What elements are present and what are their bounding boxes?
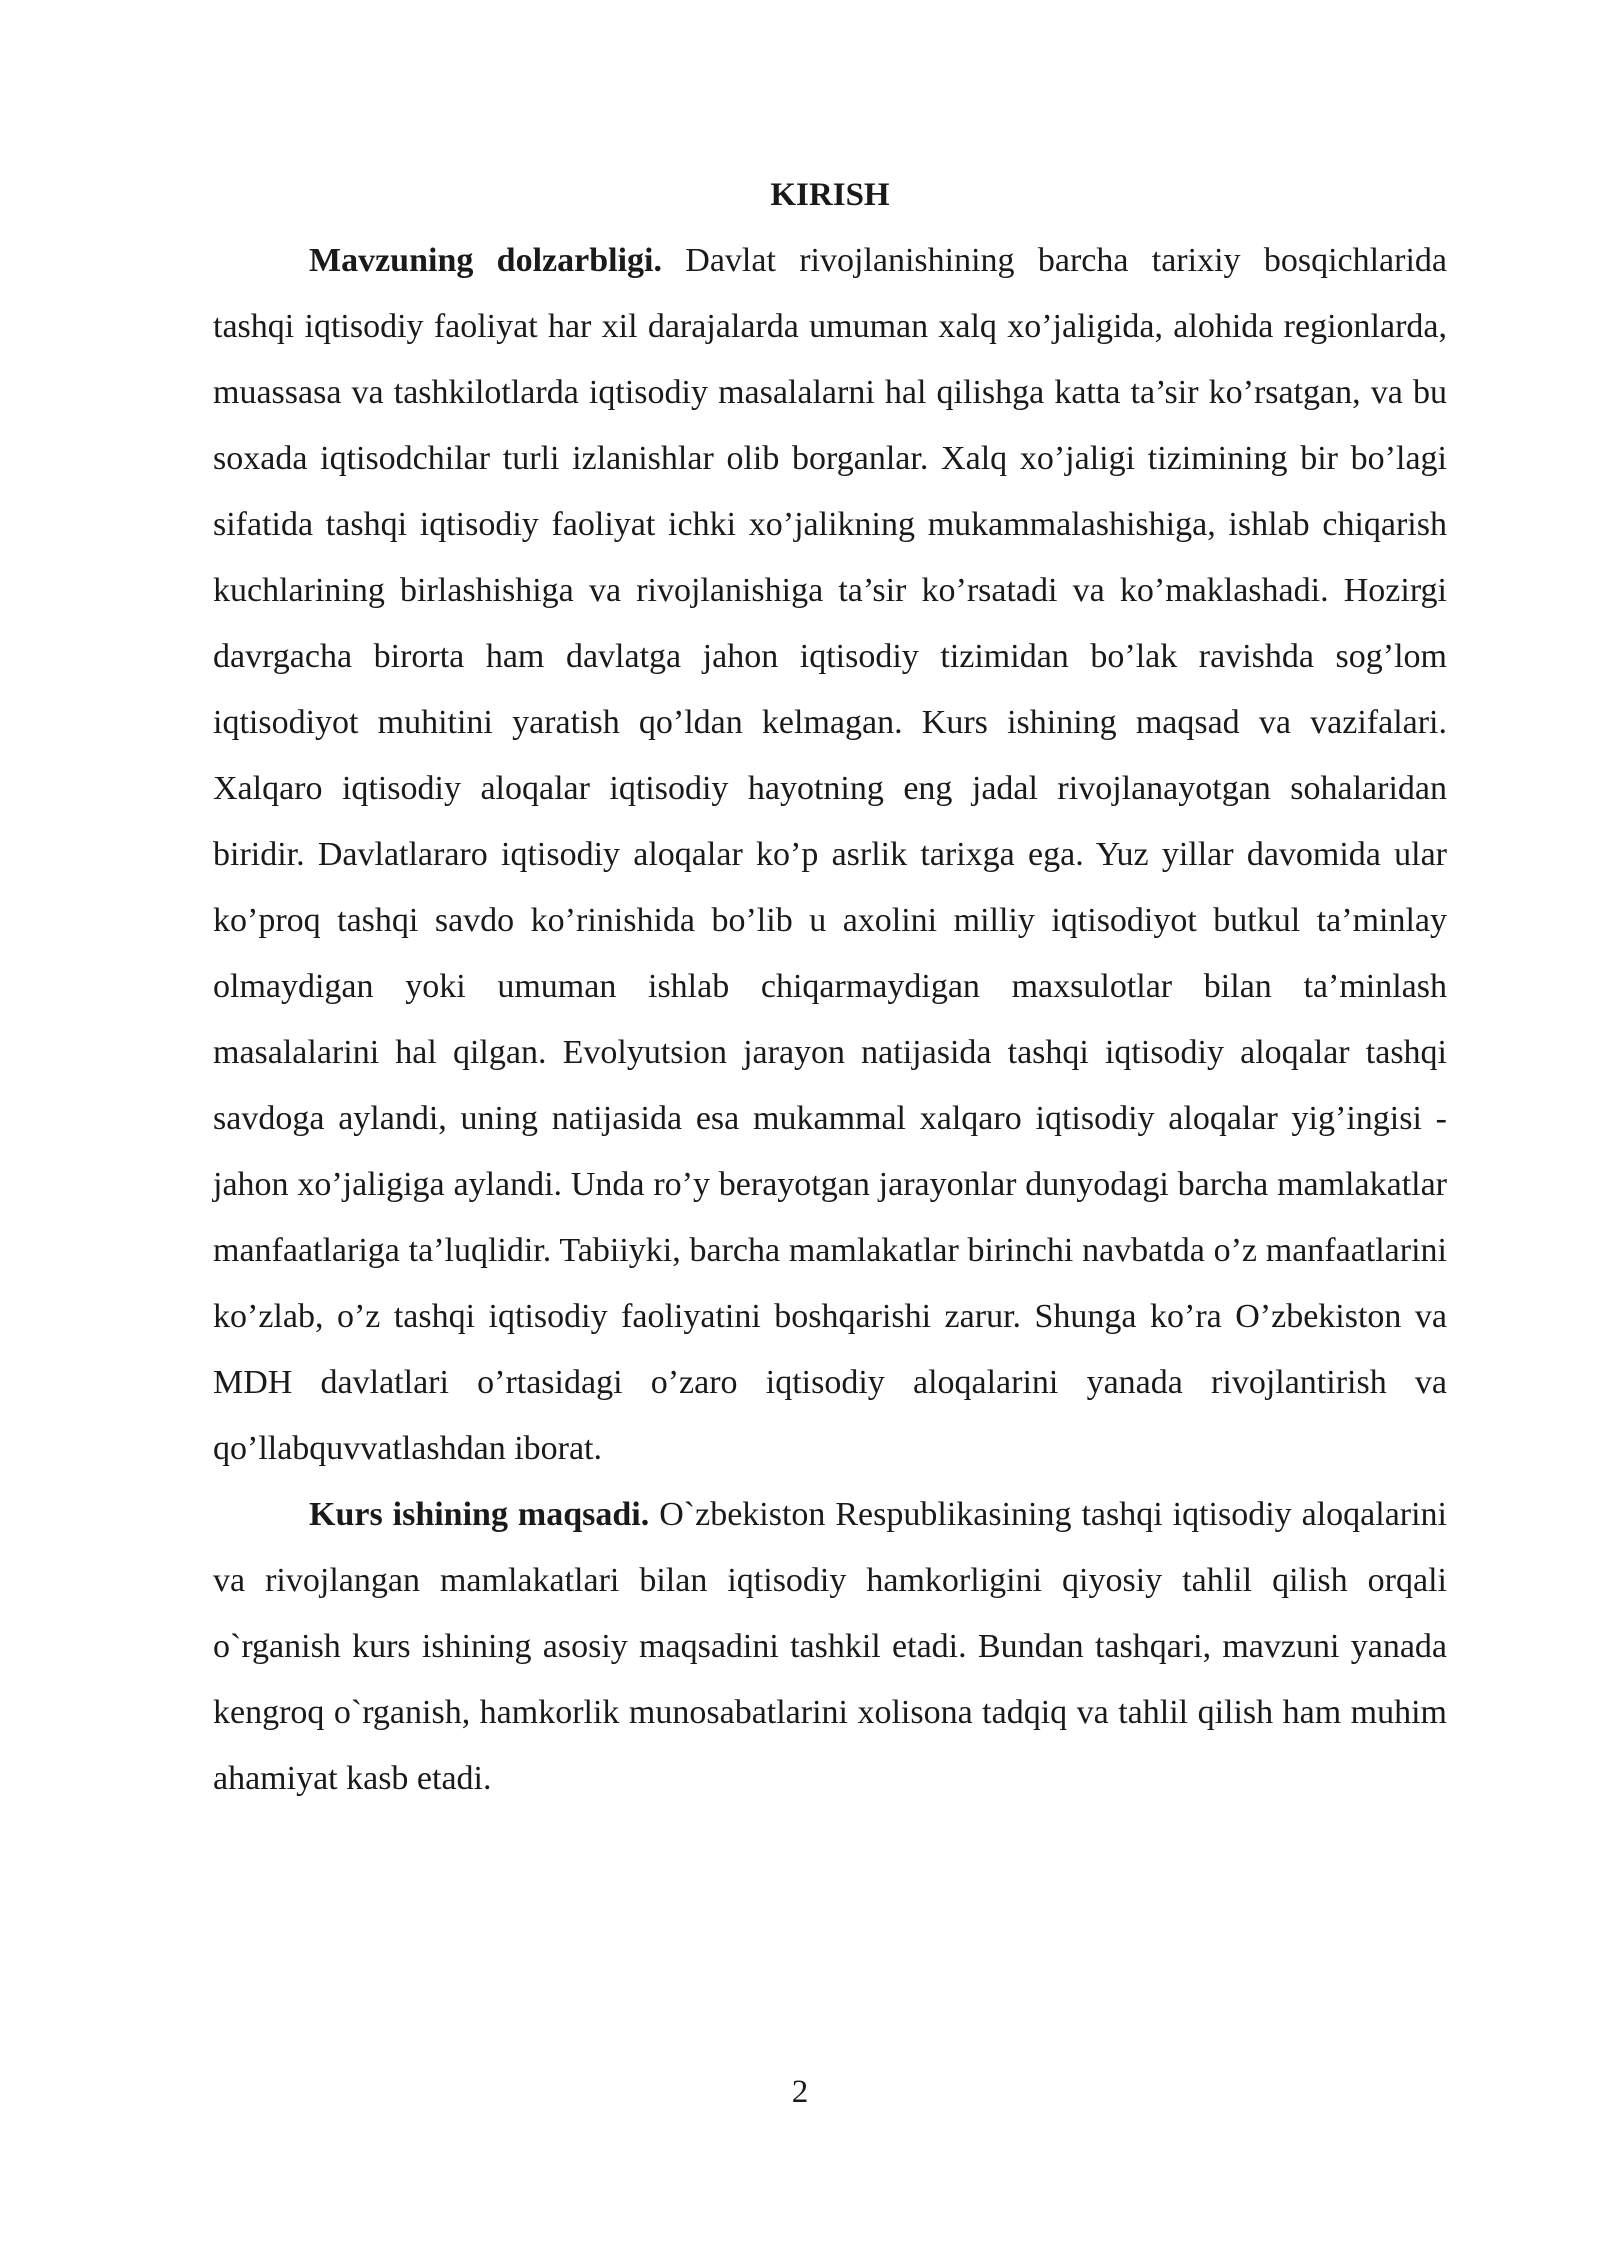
- page-content: [213, 162, 1447, 1812]
- section-heading: KIRISH: [770, 177, 890, 213]
- paragraph-lead: Mavzuning dolzarbligi.: [309, 242, 662, 279]
- paragraph-goal: [213, 1482, 1447, 1812]
- paragraph-relevance: [213, 228, 1447, 1482]
- paragraph-lead: Kurs ishining maqsadi.: [309, 1496, 650, 1533]
- paragraph-text: O`zbekiston Respublikasining tashqi iqtisodiy aloqalarini va rivojlangan mamlakatlari bilan iqtisodiy hamkorligini qiyosiy tahlil qilish orqali o`rganish kurs ishining asosiy maqsadini tashkil etadi. Bundan tashqari, mavzuni yanada kengroq o`rganish, hamkorlik munosabatlarini xolisona tadqiq va tahlil qilish ham muhim ahamiyat kasb etadi.: [213, 1496, 1448, 1797]
- page-number: 2: [791, 2074, 809, 2110]
- paragraph-text: Davlat rivojlanishining barcha tarixiy bosqichlarida tashqi iqtisodiy faoliyat har xil darajalarda umuman xalq xo’jaligida, alohida regionlarda, muassasa va tashkilotlarda iqtisodiy masalalarni hal qilishga katta ta’sir ko’rsatgan, va bu soxada iqtisodchilar turli izlanishlar olib borganlar. Xalq xo’jaligi tizimining bir bo’lagi sifatida tashqi iqtisodiy faoliyat ichki xo’jalikning mukammalashishiga, ishlab chiqarish kuchlarining birlashishiga va rivojlanishiga ta’sir ko’rsatadi va ko’maklashadi. Hozirgi davrgacha birorta ham davlatga jahon iqtisodiy tizimidan bo’lak ravishda sog’lom iqtisodiyot muhitini yaratish qo’ldan kelmagan. Kurs ishining maqsad va vazifalari. Xalqaro iqtisodiy aloqalar iqtisodiy hayotning eng jadal rivojlanayotgan sohalaridan biridir. Davlatlararo iqtisodiy aloqalar ko’p asrlik tarixga ega. Yuz yillar davomida ular ko’proq tashqi savdo ko’rinishida bo’lib u axolini milliy iqtisodiyot butkul ta’minlay olmaydigan yoki umuman ishlab chiqarmaydigan maxsulotlar bilan ta’minlash masalalarini hal qilgan. Evolyutsion jarayon natijasida tashqi iqtisodiy aloqalar tashqi savdoga aylandi, uning natijasida esa mukammal xalqaro iqtisodiy aloqalar yig’ingisi - jahon xo’jaligiga aylandi. Unda ro’y berayotgan jarayonlar dunyodagi barcha mamlakatlar manfaatlariga ta’luqlidir. Tabiiyki, barcha mamlakatlar birinchi navbatda o’z manfaatlarini ko’zlab, o’z tashqi iqtisodiy faoliyatini boshqarishi zarur. Shunga ko’ra O’zbekiston va MDH davlatlari o’rtasidagi o’zaro iqtisodiy aloqalarini yanada rivojlantirish va qo’llabquvvatlashdan iborat.: [213, 242, 1448, 1467]
